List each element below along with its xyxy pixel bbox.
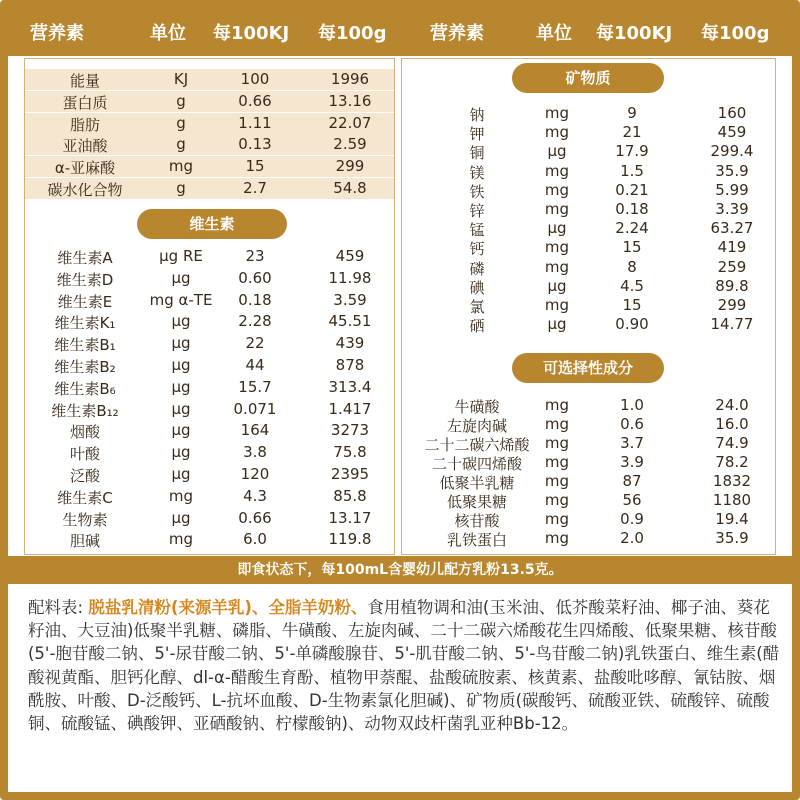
nutrient-row bbox=[25, 508, 394, 529]
nutrient-name: 硒 bbox=[469, 317, 485, 336]
nutrient-per-100kj: 3.7 bbox=[620, 434, 644, 452]
nutrient-per-100g: 1.417 bbox=[328, 399, 372, 418]
nutrient-unit: mg bbox=[544, 472, 570, 490]
nutrient-unit: μg bbox=[171, 377, 191, 396]
table-header bbox=[8, 8, 792, 56]
header-per-100g: 每100g bbox=[318, 23, 387, 44]
nutrient-per-100kj: 56 bbox=[622, 491, 642, 509]
nutrient-row bbox=[402, 199, 775, 220]
nutrient-name: 维生素B₁₂ bbox=[51, 401, 119, 420]
nutrient-name: 磷 bbox=[469, 259, 485, 278]
left-nutrition-panel bbox=[24, 58, 395, 555]
nutrient-name: 维生素B₆ bbox=[54, 379, 116, 398]
header-unit-right: 单位 bbox=[536, 23, 572, 44]
nutrient-name: 二十碳四烯酸 bbox=[431, 455, 522, 473]
nutrient-row bbox=[25, 486, 394, 507]
nutrient-unit: μg bbox=[171, 465, 191, 483]
nutrient-per-100kj: 17.9 bbox=[615, 142, 649, 161]
nutrient-row bbox=[25, 178, 394, 199]
nutrient-per-100g: 313.4 bbox=[328, 377, 372, 396]
nutrient-per-100g: 13.16 bbox=[328, 91, 372, 110]
nutrient-name: 维生素A bbox=[57, 249, 113, 267]
nutrient-per-100g: 2395 bbox=[330, 465, 370, 483]
header-per-100g-right: 每100g bbox=[701, 23, 770, 44]
nutrient-per-100g: 45.51 bbox=[328, 312, 372, 331]
nutrient-per-100kj: 3.8 bbox=[243, 443, 267, 462]
nutrient-per-100g: 22.07 bbox=[328, 113, 372, 132]
nutrient-unit: mg α-TE bbox=[149, 290, 213, 309]
nutrient-per-100kj: 0.071 bbox=[233, 399, 277, 418]
nutrient-row bbox=[25, 290, 394, 311]
nutrient-name: 碘 bbox=[469, 278, 485, 297]
nutrient-unit: mg bbox=[544, 396, 570, 414]
nutrient-unit: mg bbox=[544, 238, 570, 257]
nutrient-per-100kj: 1.11 bbox=[238, 113, 272, 132]
nutrient-per-100kj: 0.21 bbox=[615, 180, 649, 199]
nutrient-name: 维生素B₂ bbox=[54, 358, 116, 376]
nutrient-unit: μg bbox=[171, 334, 191, 353]
nutrient-row bbox=[402, 180, 775, 201]
nutrient-name: 氯 bbox=[469, 298, 485, 316]
nutrient-unit: g bbox=[176, 179, 186, 197]
nutrient-per-100kj: 22 bbox=[245, 334, 265, 353]
serving-note: 即食状态下，每100mL含婴幼儿配方乳粉13.5克。 bbox=[8, 556, 792, 584]
nutrient-row bbox=[25, 156, 394, 177]
nutrient-unit: mg bbox=[544, 161, 570, 180]
nutrient-name: 左旋肉碱 bbox=[446, 417, 507, 435]
nutrient-per-100g: 3273 bbox=[330, 421, 370, 440]
nutrient-per-100kj: 15 bbox=[245, 157, 265, 176]
nutrient-per-100g: 19.4 bbox=[715, 510, 749, 528]
nutrient-per-100kj: 0.60 bbox=[238, 268, 272, 287]
nutrient-unit: μg bbox=[171, 508, 191, 527]
nutrient-row bbox=[25, 377, 394, 398]
nutrient-row bbox=[402, 237, 775, 258]
nutrient-per-100kj: 0.66 bbox=[238, 91, 272, 110]
ingredients-list bbox=[28, 596, 780, 735]
mineral-section-pill: 矿物质 bbox=[512, 63, 664, 93]
nutrient-name: 锌 bbox=[469, 202, 485, 220]
nutrient-unit: mg bbox=[168, 486, 194, 505]
nutrient-name: 胆碱 bbox=[69, 532, 100, 551]
nutrient-unit: mg bbox=[544, 510, 570, 528]
nutrient-unit: μg bbox=[171, 443, 191, 462]
nutrient-per-100g: 78.2 bbox=[715, 453, 749, 471]
nutrient-unit: μg bbox=[171, 268, 191, 287]
nutrient-name: 亚油酸 bbox=[62, 137, 108, 156]
nutrient-unit: μg bbox=[547, 276, 567, 295]
nutrient-row bbox=[402, 414, 775, 435]
nutrient-row bbox=[402, 122, 775, 143]
header-per-100kj-right: 每100KJ bbox=[596, 23, 673, 44]
nutrient-name: 铁 bbox=[469, 182, 485, 201]
nutrient-row bbox=[402, 452, 775, 473]
nutrient-per-100g: 89.8 bbox=[715, 276, 749, 295]
nutrient-name: 镁 bbox=[469, 163, 485, 182]
nutrient-per-100kj: 23 bbox=[245, 247, 265, 265]
nutrient-unit: μg bbox=[171, 399, 191, 418]
nutrient-per-100kj: 0.18 bbox=[238, 290, 272, 309]
nutrient-unit: μg bbox=[547, 315, 567, 334]
ingredients-highlight: 脱盐乳清粉(来源羊乳)、全脂羊奶粉、 bbox=[88, 598, 368, 617]
header-nutrient: 营养素 bbox=[30, 23, 84, 44]
right-nutrition-panel bbox=[401, 58, 776, 555]
nutrient-unit: KJ bbox=[173, 70, 189, 88]
nutrient-per-100g: 74.9 bbox=[715, 434, 749, 452]
nutrient-per-100g: 299 bbox=[335, 157, 365, 176]
nutrient-row bbox=[25, 91, 394, 112]
nutrient-per-100g: 439 bbox=[335, 334, 365, 353]
nutrient-per-100kj: 0.9 bbox=[620, 510, 644, 528]
nutrient-name: α-亚麻酸 bbox=[54, 159, 116, 178]
nutrient-name: 低聚半乳糖 bbox=[439, 474, 515, 492]
nutrient-per-100g: 11.98 bbox=[328, 268, 372, 287]
nutrient-row bbox=[25, 311, 394, 332]
nutrient-name: 铜 bbox=[469, 144, 485, 163]
nutrient-row bbox=[25, 464, 394, 485]
nutrient-per-100kj: 4.5 bbox=[620, 276, 644, 295]
nutrient-name: 乳铁蛋白 bbox=[446, 531, 507, 549]
nutrient-name: 生物素 bbox=[62, 510, 108, 529]
nutrient-unit: μg bbox=[547, 219, 567, 238]
nutrient-name: 维生素D bbox=[56, 270, 114, 289]
nutrient-row bbox=[25, 420, 394, 441]
nutrient-name: 碳水化合物 bbox=[47, 181, 123, 199]
nutrient-name: 叶酸 bbox=[69, 445, 100, 464]
nutrient-per-100g: 878 bbox=[335, 356, 365, 374]
optional-section-pill: 可选择性成分 bbox=[512, 353, 664, 383]
nutrient-per-100g: 14.77 bbox=[710, 315, 754, 334]
nutrient-row bbox=[402, 395, 775, 416]
nutrient-unit: mg bbox=[544, 434, 570, 452]
nutrient-name: 低聚果糖 bbox=[446, 493, 507, 511]
nutrient-per-100g: 3.59 bbox=[333, 290, 367, 309]
nutrient-per-100kj: 3.9 bbox=[620, 453, 644, 471]
nutrient-per-100g: 299 bbox=[717, 296, 747, 314]
nutrient-unit: mg bbox=[544, 415, 570, 433]
nutrient-per-100kj: 4.3 bbox=[243, 486, 267, 505]
nutrient-name: 维生素B₁ bbox=[54, 336, 116, 355]
nutrient-row bbox=[402, 528, 775, 549]
nutrient-per-100g: 3.39 bbox=[715, 200, 749, 218]
nutrient-unit: mg bbox=[168, 530, 194, 549]
nutrient-per-100kj: 2.28 bbox=[238, 312, 272, 331]
nutrient-name: 脂肪 bbox=[69, 115, 100, 134]
nutrient-row bbox=[402, 141, 775, 162]
nutrient-name: 维生素E bbox=[57, 292, 113, 311]
nutrient-per-100kj: 100 bbox=[240, 70, 270, 88]
nutrient-name: 泛酸 bbox=[69, 467, 100, 485]
nutrient-per-100g: 54.8 bbox=[333, 179, 367, 197]
nutrient-unit: mg bbox=[168, 157, 194, 176]
nutrient-per-100kj: 9 bbox=[627, 104, 637, 122]
nutrient-name: 二十二碳六烯酸 bbox=[424, 436, 530, 454]
nutrient-row bbox=[402, 218, 775, 239]
nutrient-name: 钠 bbox=[469, 106, 485, 124]
nutrient-per-100g: 2.59 bbox=[333, 135, 367, 154]
nutrient-row bbox=[402, 490, 775, 511]
nutrient-per-100g: 459 bbox=[717, 123, 747, 142]
nutrient-per-100g: 63.27 bbox=[710, 219, 754, 238]
nutrient-unit: mg bbox=[544, 296, 570, 314]
nutrient-name: 钾 bbox=[469, 125, 485, 144]
nutrient-per-100g: 24.0 bbox=[715, 396, 749, 414]
nutrient-per-100kj: 2.7 bbox=[243, 179, 267, 197]
nutrient-per-100g: 119.8 bbox=[328, 530, 372, 549]
nutrient-unit: mg bbox=[544, 529, 570, 547]
nutrient-per-100kj: 2.24 bbox=[615, 219, 649, 238]
nutrient-row bbox=[402, 295, 775, 316]
nutrient-unit: mg bbox=[544, 123, 570, 142]
nutrient-unit: μg bbox=[547, 142, 567, 161]
nutrient-name: 牛磺酸 bbox=[454, 398, 500, 416]
nutrient-row bbox=[25, 134, 394, 155]
nutrient-name: 蛋白质 bbox=[62, 93, 108, 112]
nutrient-row bbox=[25, 442, 394, 463]
nutrient-row bbox=[25, 529, 394, 550]
nutrient-unit: mg bbox=[544, 491, 570, 509]
nutrient-name: 烟酸 bbox=[69, 423, 100, 442]
nutrient-row bbox=[25, 113, 394, 134]
nutrient-row bbox=[402, 161, 775, 182]
nutrient-per-100g: 85.8 bbox=[333, 486, 367, 505]
nutrient-unit: g bbox=[176, 91, 186, 110]
nutrient-unit: mg bbox=[544, 453, 570, 471]
nutrient-per-100g: 5.99 bbox=[715, 180, 749, 199]
nutrient-per-100g: 1180 bbox=[712, 491, 752, 509]
nutrient-per-100kj: 120 bbox=[240, 465, 270, 483]
nutrient-row bbox=[25, 355, 394, 376]
nutrient-row bbox=[402, 433, 775, 454]
nutrient-per-100kj: 15 bbox=[622, 296, 642, 314]
nutrient-per-100g: 299.4 bbox=[710, 142, 754, 161]
nutrient-per-100g: 1996 bbox=[330, 70, 370, 88]
nutrient-per-100kj: 2.0 bbox=[620, 529, 644, 547]
nutrient-per-100g: 1832 bbox=[712, 472, 752, 490]
nutrient-per-100kj: 8 bbox=[627, 257, 637, 276]
nutrient-row bbox=[402, 509, 775, 530]
nutrient-row bbox=[402, 276, 775, 297]
nutrient-name: 锰 bbox=[469, 221, 485, 240]
nutrient-unit: μg RE bbox=[159, 247, 203, 265]
ingredients-label: 配料表: bbox=[28, 598, 89, 617]
header-unit: 单位 bbox=[150, 23, 186, 44]
nutrient-name: 维生素C bbox=[57, 488, 113, 507]
nutrient-row bbox=[402, 257, 775, 278]
nutrient-per-100kj: 0.18 bbox=[615, 200, 649, 218]
nutrient-unit: mg bbox=[544, 257, 570, 276]
header-per-100kj: 每100KJ bbox=[213, 23, 290, 44]
nutrient-row bbox=[25, 399, 394, 420]
nutrient-per-100g: 13.17 bbox=[328, 508, 372, 527]
nutrient-unit: μg bbox=[171, 356, 191, 374]
nutrient-per-100kj: 0.6 bbox=[620, 415, 644, 433]
nutrient-per-100kj: 6.0 bbox=[243, 530, 267, 549]
nutrient-per-100g: 259 bbox=[717, 257, 747, 276]
nutrient-name: 钙 bbox=[469, 240, 485, 259]
nutrient-per-100kj: 15 bbox=[622, 238, 642, 257]
nutrient-per-100kj: 1.0 bbox=[620, 396, 644, 414]
nutrient-unit: μg bbox=[171, 312, 191, 331]
nutrient-unit: g bbox=[176, 113, 186, 132]
header-nutrient-right: 营养素 bbox=[430, 23, 484, 44]
nutrient-per-100g: 419 bbox=[717, 238, 747, 257]
nutrient-row bbox=[402, 314, 775, 335]
nutrient-unit: g bbox=[176, 135, 186, 154]
nutrient-per-100g: 16.0 bbox=[715, 415, 749, 433]
nutrient-row bbox=[25, 246, 394, 267]
nutrient-per-100g: 35.9 bbox=[715, 529, 749, 547]
nutrient-row bbox=[25, 268, 394, 289]
nutrient-per-100kj: 0.90 bbox=[615, 315, 649, 334]
nutrient-per-100kj: 164 bbox=[240, 421, 270, 440]
nutrient-row bbox=[402, 471, 775, 492]
nutrient-row bbox=[402, 103, 775, 124]
nutrient-name: 维生素K₁ bbox=[54, 314, 116, 333]
nutrient-name: 能量 bbox=[69, 72, 100, 90]
nutrient-per-100g: 75.8 bbox=[333, 443, 367, 462]
nutrient-unit: mg bbox=[544, 180, 570, 199]
nutrient-unit: mg bbox=[544, 200, 570, 218]
nutrient-unit: mg bbox=[544, 104, 570, 122]
nutrient-per-100kj: 0.66 bbox=[238, 508, 272, 527]
nutrient-per-100g: 35.9 bbox=[715, 161, 749, 180]
nutrient-per-100g: 459 bbox=[335, 247, 365, 265]
vitamin-section-pill: 维生素 bbox=[137, 209, 287, 239]
nutrient-per-100kj: 87 bbox=[622, 472, 642, 490]
nutrient-per-100kj: 1.5 bbox=[620, 161, 644, 180]
nutrient-row bbox=[25, 69, 394, 90]
nutrient-per-100kj: 15.7 bbox=[238, 377, 272, 396]
nutrient-per-100kj: 44 bbox=[245, 356, 265, 374]
nutrient-row bbox=[25, 333, 394, 354]
nutrient-per-100g: 160 bbox=[717, 104, 747, 122]
nutrient-name: 核苷酸 bbox=[454, 512, 500, 530]
nutrient-per-100kj: 0.13 bbox=[238, 135, 272, 154]
ingredients-rest: 食用植物调和油(玉米油、低芥酸菜籽油、椰子油、葵花籽油、大豆油)低聚半乳糖、磷脂、牛磺酸、左旋肉碱、二十二碳六烯酸花生四烯酸、低聚果糖、核苷酸(5'-胞苷酸二钠、5'-尿苷酸二钠、5'-单磷酸腺苷、5'-肌苷酸二钠、5'-鸟苷酸二钠)乳铁蛋白、维生素(醋酸视黄酯、胆钙化醇、dl-α-醋酸生育酚、植物甲萘醌、盐酸硫胺素、核黄素、盐酸吡哆醇、氰钴胺、烟酰胺、叶酸、D-泛酸钙、L-抗坏血酸、D-生物素氯化胆碱)、矿物质(碳酸钙、硫酸亚铁、硫酸锌、硫酸铜、硫酸锰、碘酸钾、亚硒酸钠、柠檬酸钠)、动物双歧杆菌乳亚种Bb-12。 bbox=[28, 598, 780, 734]
nutrient-unit: μg bbox=[171, 421, 191, 440]
nutrient-per-100kj: 21 bbox=[622, 123, 642, 142]
